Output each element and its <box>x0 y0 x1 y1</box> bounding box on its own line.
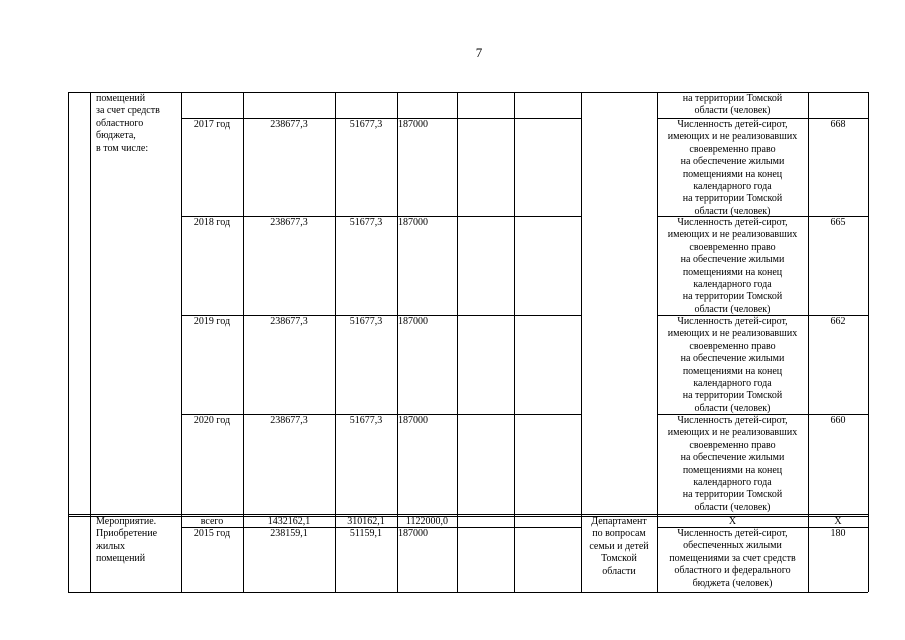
regional-cell: 187000 <box>398 316 428 327</box>
total-cell: 238677,3 <box>270 415 308 426</box>
indicator-cell: Х <box>728 516 737 527</box>
indicator-line: Численность детей-сирот, <box>677 415 788 426</box>
indicator-line: календарного года <box>693 378 772 389</box>
indicator-line: области (человек) <box>694 303 771 315</box>
column-rule <box>90 92 91 592</box>
federal-cell: 51677,3 <box>349 217 383 228</box>
indicator-line: на территории Томской <box>682 93 783 104</box>
federal-cell: 51677,3 <box>349 415 383 426</box>
program-name-line: помещений <box>96 93 146 104</box>
page-number: 7 <box>475 45 483 60</box>
program-name-line: жилых <box>96 540 125 552</box>
indicator-line: имеющих и не реализовавших <box>667 427 798 439</box>
indicator-value-cell: 665 <box>830 217 846 228</box>
indicator-line: имеющих и не реализовавших <box>667 229 798 241</box>
indicator-line: календарного года <box>693 477 772 488</box>
year-cell: 2019 год <box>193 316 231 327</box>
federal-cell: 51677,3 <box>349 316 383 327</box>
indicator-line: на территории Томской <box>682 291 783 303</box>
indicator-line: помещениями на конец <box>682 266 783 278</box>
indicator-line: области (человек) <box>694 205 771 217</box>
indicator-line: своевременно право <box>689 143 776 155</box>
program-name-line: за счет средств <box>96 105 160 117</box>
federal-cell: 51159,1 <box>349 528 383 539</box>
regional-cell: 187000 <box>398 415 428 426</box>
indicator-line: на территории Томской <box>682 489 783 501</box>
program-name-line: Приобретение <box>96 528 158 540</box>
indicator-line: области (человек) <box>694 501 771 513</box>
indicator-value-cell: 180 <box>830 528 846 539</box>
indicator-line: области (человек) <box>694 402 771 414</box>
column-rule <box>868 92 869 592</box>
indicator-value-cell: 668 <box>830 119 846 130</box>
regional-cell: 187000 <box>398 528 428 539</box>
indicator-line: бюджета (человек) <box>692 577 773 589</box>
total-cell: 238677,3 <box>270 119 308 130</box>
indicator-line: помещениями на конец <box>682 365 783 377</box>
total-cell: 238677,3 <box>270 316 308 327</box>
program-name-line: помещений <box>96 553 146 565</box>
indicator-line: Численность детей-сирот, <box>677 217 788 228</box>
indicator-line: на обеспечение жилыми <box>680 353 785 365</box>
indicator-line: своевременно право <box>689 439 776 451</box>
program-name-line: в том числе: <box>96 142 149 154</box>
column-rule <box>514 92 515 592</box>
indicator-line: области (человек) <box>694 105 771 117</box>
year-cell: 2018 год <box>193 217 231 228</box>
indicator-line: Численность детей-сирот, <box>677 316 788 327</box>
executor-line: Томской <box>601 553 637 565</box>
indicator-line: на обеспечение жилыми <box>680 254 785 266</box>
federal-cell: 51677,3 <box>349 119 383 130</box>
indicator-line: на территории Томской <box>682 193 783 205</box>
year-cell: 2015 год <box>193 528 231 539</box>
program-name-line: бюджета, <box>96 130 136 142</box>
indicator-line: на обеспечение жилыми <box>680 156 785 168</box>
total-cell: 238159,1 <box>270 528 308 539</box>
executor-line: по вопросам <box>592 528 646 540</box>
indicator-line: имеющих и не реализовавших <box>667 131 798 143</box>
indicator-value-cell: 660 <box>830 415 846 426</box>
indicator-line: календарного года <box>693 279 772 290</box>
indicator-line: помещениями на конец <box>682 168 783 180</box>
regional-cell: 187000 <box>398 119 428 130</box>
indicator-line: Численность детей-сирот, <box>677 119 788 130</box>
indicator-line: имеющих и не реализовавших <box>667 328 798 340</box>
year-cell: всего <box>200 516 224 527</box>
executor-line: семьи и детей <box>589 540 649 552</box>
indicator-line: своевременно право <box>689 241 776 253</box>
indicator-value-cell: 662 <box>830 316 846 327</box>
indicator-line: помещениями на конец <box>682 464 783 476</box>
column-rule <box>457 92 458 592</box>
indicator-line: областного и федерального <box>674 565 791 577</box>
indicator-line: Численность детей-сирот, <box>677 528 788 539</box>
indicator-line: календарного года <box>693 181 772 192</box>
year-cell: 2017 год <box>193 119 231 130</box>
total-cell: 1432162,1 <box>267 516 311 527</box>
regional-cell: 187000 <box>398 217 428 228</box>
indicator-line: обеспеченных жилыми <box>683 540 782 552</box>
executor-line: Департамент <box>591 516 647 527</box>
column-rule <box>68 92 69 592</box>
indicator-value-cell: Х <box>834 516 842 527</box>
indicator-line: на территории Томской <box>682 390 783 402</box>
federal-cell: 310162,1 <box>347 516 385 527</box>
indicator-line: помещениями за счет средств <box>669 552 796 564</box>
indicator-line: на обеспечение жилыми <box>680 452 785 464</box>
indicator-line: своевременно право <box>689 340 776 352</box>
executor-line: области <box>602 565 636 577</box>
program-name-line: Мероприятие. <box>96 516 157 527</box>
total-cell: 238677,3 <box>270 217 308 228</box>
table-bottom-border <box>68 592 868 593</box>
regional-cell: 1122000,0 <box>405 516 449 527</box>
program-name-line: областного <box>96 117 144 129</box>
year-cell: 2020 год <box>193 415 231 426</box>
